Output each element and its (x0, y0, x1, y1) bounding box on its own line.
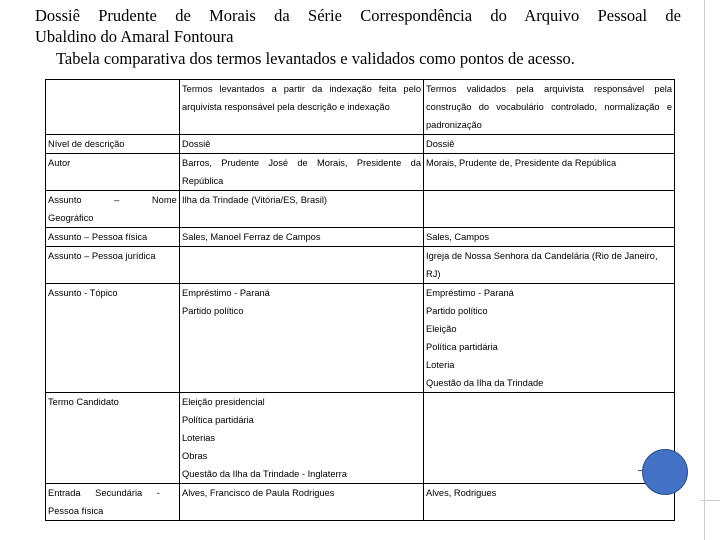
row-col3-line: Dossiê (426, 139, 455, 149)
header-col2 (180, 80, 424, 135)
row-col2 (180, 154, 424, 191)
row-col2-line: Empréstimo - Paraná (182, 288, 270, 298)
comparison-table (45, 79, 675, 521)
row-col2-line: Questão da Ilha da Trindade - Inglaterra (182, 469, 347, 479)
row-label-line: Assunto – Pessoa física (48, 232, 148, 242)
row-label-line: Pessoa física (48, 506, 104, 516)
row-col2 (180, 247, 424, 284)
row-col2-line: Partido político (182, 306, 244, 316)
row-col2-line: Ilha da Trindade (Vitória/ES, Brasil) (182, 195, 328, 205)
row-label-line: Nível de descrição (48, 139, 125, 149)
slide-frame-line (704, 0, 705, 540)
row-col2 (180, 228, 424, 247)
row-col2-line: Dossiê (182, 139, 211, 149)
row-col3 (424, 191, 675, 228)
row-col3-line: Partido político (426, 306, 488, 316)
row-col2-line: República (182, 176, 224, 186)
table-header-row (46, 80, 675, 135)
row-col3 (424, 484, 675, 521)
table-row (46, 191, 675, 228)
row-col3-line: Política partidária (426, 342, 498, 352)
slide-frame-line-bottom (700, 500, 720, 501)
row-col3-line: Morais, Prudente de, Presidente da República (426, 158, 617, 168)
table-row (46, 154, 675, 191)
row-label (46, 247, 180, 284)
row-col2-line: Obras (182, 451, 208, 461)
header-col3-line: padronização (426, 120, 482, 130)
row-label-line: Assunto – Pessoa jurídica (48, 251, 156, 261)
row-label-line: Geográfico (48, 213, 94, 223)
table-row (46, 228, 675, 247)
row-col3 (424, 135, 675, 154)
row-col2-line: Sales, Manoel Ferraz de Campos (182, 232, 321, 242)
row-label-line: Autor (48, 158, 71, 168)
table-row (46, 135, 675, 154)
row-col2 (180, 393, 424, 484)
row-col3-line: Igreja de Nossa Senhora da Candelária (Rio de Janeiro, (426, 251, 658, 261)
row-label-line: Termo Candidato (48, 397, 119, 407)
header-col3 (424, 80, 675, 135)
row-col3 (424, 284, 675, 393)
row-col3-line: Sales, Campos (426, 232, 490, 242)
header-col3-line: construção do vocabulário controlado, normalização e (426, 102, 672, 112)
row-col2-line: Barros, Prudente José de Morais, Presidente da (182, 158, 421, 168)
row-label (46, 135, 180, 154)
title-line-1: Dossiê Prudente de Morais da Série Correspondência do Arquivo Pessoal de (35, 6, 681, 25)
row-label (46, 284, 180, 393)
row-label (46, 393, 180, 484)
header-col2-line: Termos levantados a partir da indexação feita pelo (182, 84, 421, 94)
row-label-line: Assunto - Tópico (48, 288, 118, 298)
table-row (46, 247, 675, 284)
row-col3-line: Questão da Ilha da Trindade (426, 378, 544, 388)
row-label (46, 228, 180, 247)
row-label (46, 191, 180, 228)
table-row (46, 393, 675, 484)
row-col3 (424, 247, 675, 284)
row-col3-line: Empréstimo - Paraná (426, 288, 514, 298)
row-col2 (180, 284, 424, 393)
table-row (46, 484, 675, 521)
row-col3 (424, 228, 675, 247)
row-col2 (180, 135, 424, 154)
row-col2 (180, 191, 424, 228)
row-label (46, 484, 180, 521)
title-line-2: Ubaldino do Amaral Fontoura (35, 27, 234, 46)
row-col3 (424, 393, 675, 484)
row-col2-line: Eleição presidencial (182, 397, 265, 407)
row-col2-line: Política partidária (182, 415, 254, 425)
row-col2-line: Alves, Francisco de Paula Rodrigues (182, 488, 335, 498)
subtitle: Tabela comparativa dos termos levantados e validados como pontos de acesso. (56, 49, 575, 68)
row-col2 (180, 484, 424, 521)
row-label-line: Assunto – Nome (48, 195, 177, 205)
row-col2-line: Loterias (182, 433, 216, 443)
row-col3-line: Eleição (426, 324, 457, 334)
header-col2-line: arquivista responsável pela descrição e indexação (182, 102, 390, 112)
row-col3-line: Loteria (426, 360, 455, 370)
row-label (46, 154, 180, 191)
blue-circle-icon (642, 449, 688, 495)
table-row (46, 284, 675, 393)
row-col3 (424, 154, 675, 191)
row-col3-line: Alves, Rodrigues (426, 488, 497, 498)
header-empty-cell (46, 80, 180, 135)
header-col3-line: Termos validados pela arquivista responsável pela (426, 84, 672, 94)
row-label-line: Entrada Secundária - (48, 488, 160, 498)
row-col3-line: RJ) (426, 269, 441, 279)
